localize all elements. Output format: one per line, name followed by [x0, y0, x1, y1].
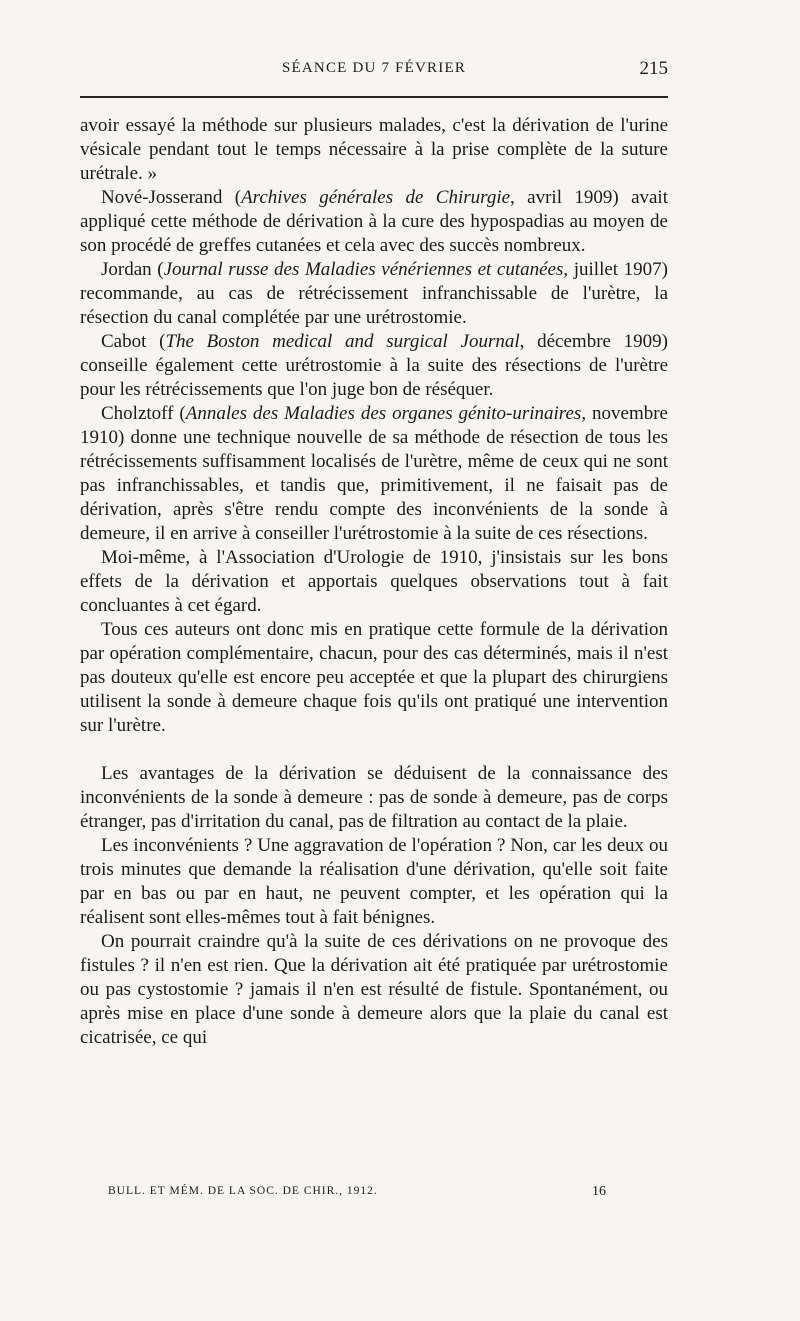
paragraph-5-text-c: , novembre 1910) donne une technique nouvelle de sa méthode de résection de tous les rétrécissements suffisamment localisés de l'urètre, même de ceux qui ne sont pas infranchissables, et tandis que, primitivement, il ne faisait pas de dérivation, après s'être rendu compte des inconvénients de la sonde à demeure, il en arrive à conseiller l'urétrostomie à la suite de ces résections.: [80, 403, 668, 544]
journal-title-boston: The Boston medical and surgical Journal: [165, 331, 520, 352]
paragraph-4: [80, 330, 668, 402]
paragraph-6: Moi-même, à l'Association d'Urologie de 1910, j'insistais sur les bons effets de la dérivation et apportais quelques observations tout à fait concluantes à cet égard.: [80, 547, 668, 616]
paragraph-3-text-c: , juillet 1907) recommande, au cas de rétrécissement infranchissable de l'urètre, la résection du canal complétée par une urétrostomie.: [80, 259, 668, 328]
journal-title-archives: Archives générales de Chirurgie: [241, 187, 511, 208]
page-header: [80, 58, 668, 82]
page-number: 215: [639, 58, 668, 79]
paragraph-4-text-a: Cabot (: [101, 331, 166, 352]
paragraph-9: Les inconvénients ? Une aggravation de l'opération ? Non, car les deux ou trois minutes que demande la réalisation d'une dérivation, qu'elle soit faite par en bas ou par en haut, ne peuvent compter, et les opération qui la réalisent sont elles-mêmes tout à fait bénignes.: [80, 835, 668, 928]
paragraph-2-text-a: Nové-Josserand (: [101, 187, 242, 208]
body-text: [80, 114, 668, 1050]
paragraph-3: [80, 258, 668, 330]
header-rule: [80, 96, 668, 98]
signature-mark: 16: [592, 1184, 606, 1199]
page-footer: [108, 1185, 608, 1205]
paragraph-4-text-c: , décembre 1909) conseille également cette urétrostomie à la suite des résections de l'urètre pour les rétrécissements que l'on juge bon de réséquer.: [80, 331, 668, 400]
paragraph-2: [80, 186, 668, 258]
bulletin-citation: BULL. ET MÉM. DE LA SOC. DE CHIR., 1912.: [108, 1185, 378, 1197]
paragraph-3-text-a: Jordan (: [101, 259, 164, 280]
paragraph-7: Tous ces auteurs ont donc mis en pratique cette formule de la dérivation par opération complémentaire, chacun, pour des cas déterminés, mais il n'est pas douteux qu'elle est encore peu acceptée et que la plupart des chirurgiens utilisent la sonde à demeure chaque fois qu'ils ont pratiqué une intervention sur l'urètre.: [80, 619, 668, 736]
paragraph-1: avoir essayé la méthode sur plusieurs malades, c'est la dérivation de l'urine vésicale pendant tout le temps nécessaire à la prise complète de la suture urétrale. »: [80, 115, 668, 184]
paragraph-2-text-c: , avril 1909) avait appliqué cette méthode de dérivation à la cure des hypospadias au moyen de son procédé de greffes cutanées et cela avec des succès nombreux.: [80, 187, 668, 256]
paragraph-10: On pourrait craindre qu'à la suite de ces dérivations on ne provoque des fistules ? il n'en est rien. Que la dérivation ait été pratiquée par urétrostomie ou pas cystostomie ? jamais il n'en est résulté de fistule. Spontanément, ou après mise en place d'une sonde à demeure alors que la plaie du canal est cicatrisée, ce qui: [80, 931, 668, 1048]
paragraph-5: [80, 402, 668, 546]
paragraph-8: Les avantages de la dérivation se déduisent de la connaissance des inconvénients de la sonde à demeure : pas de sonde à demeure, pas de corps étranger, pas d'irritation du canal, pas de filtration au contact de la plaie.: [80, 763, 668, 832]
journal-title-annales: Annales des Maladies des organes génito-urinaires: [185, 403, 582, 424]
paragraph-5-text-a: Cholztoff (: [101, 403, 186, 424]
running-title: SÉANCE DU 7 FÉVRIER: [281, 60, 467, 76]
journal-title-journal-russe: Journal russe des Maladies vénériennes et cutanées: [163, 259, 564, 280]
